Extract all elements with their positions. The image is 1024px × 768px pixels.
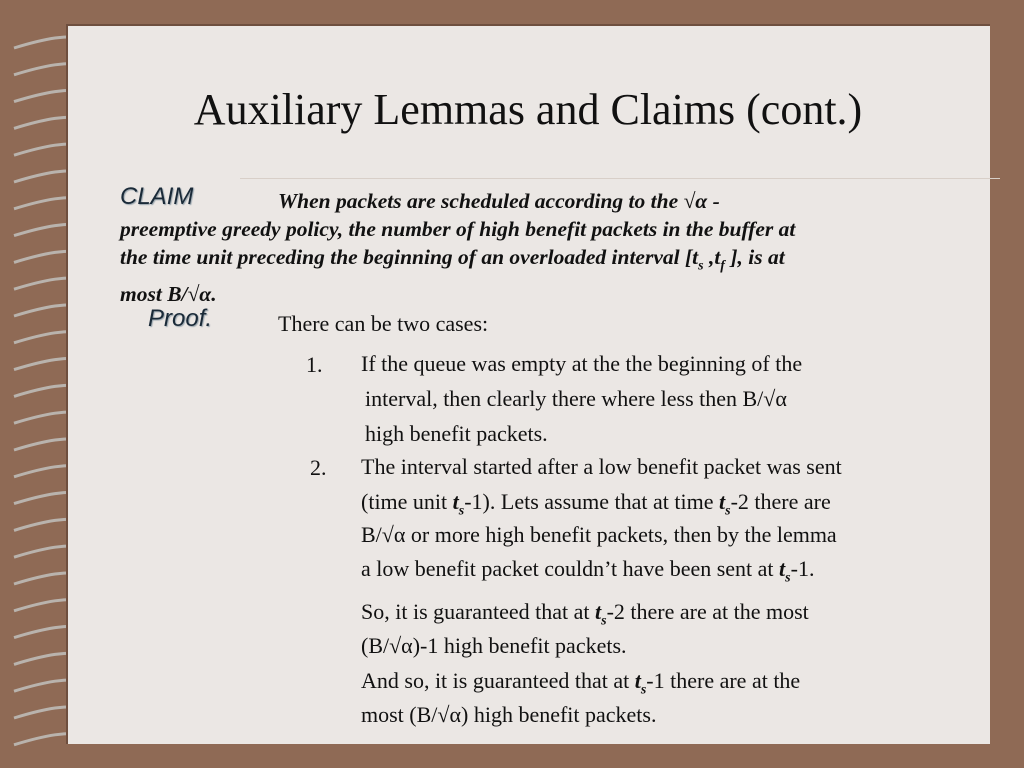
case-2-line-1: The interval started after a low benefit packet was sent <box>361 454 842 479</box>
case-2-line-3: B/√α or more high benefit packets, then by the lemma <box>361 522 837 547</box>
t-var: t <box>634 668 641 693</box>
claim-sub-s: s <box>698 258 704 274</box>
proof-label: Proof. <box>148 305 213 332</box>
s-sub: s <box>458 503 465 519</box>
text: -1 there are at the <box>646 668 801 693</box>
text: -2 there are at the most <box>606 599 809 624</box>
s-sub: s <box>725 503 731 519</box>
t-var: t <box>595 599 602 624</box>
text: So, it is guaranteed that at <box>361 599 595 624</box>
text: a low benefit packet couldn’t have been sent at <box>361 556 780 581</box>
s-sub: s <box>601 613 607 629</box>
case-1-line-3: high benefit packets. <box>365 421 548 446</box>
claim-line-1: When packets are scheduled according to the √α - <box>278 189 720 213</box>
case-2-number: 2. <box>310 455 327 480</box>
slide-title: Auxiliary Lemmas and Claims (cont.) <box>193 85 863 134</box>
divider <box>240 178 1000 179</box>
t-var: t <box>779 556 786 581</box>
conclusion-line-2: (B/√α)-1 high benefit packets. <box>361 633 627 658</box>
case-1-line-1: If the queue was empty at the the beginning of the <box>361 351 803 376</box>
case-2-line-4 <box>361 552 814 594</box>
text: And so, it is guaranteed that at <box>361 668 635 693</box>
claim-line-4: most B/√α. <box>120 282 217 307</box>
claim-line-2: preemptive greedy policy, the number of high benefit packets in the buffer at <box>120 217 796 241</box>
t-var: t <box>719 489 726 514</box>
text: -2 there are <box>730 489 831 514</box>
text: -1. <box>790 556 815 581</box>
t-var: t <box>452 489 459 514</box>
claim-label: CLAIM <box>120 183 194 210</box>
claim-line-3c: ], is at <box>724 245 785 269</box>
case-1-number: 1. <box>306 352 323 377</box>
text: -1). Lets assume that at time <box>464 489 719 514</box>
claim-sub-f: f <box>720 258 725 274</box>
claim-line-3a: the time unit preceding the beginning of an overloaded interval [t <box>120 245 699 269</box>
s-sub: s <box>640 682 647 698</box>
conclusion-line-4: most (B/√α) high benefit packets. <box>361 702 657 727</box>
claim-line-3b: ,t <box>703 245 721 269</box>
claim-text <box>120 187 970 308</box>
text: (time unit <box>361 489 453 514</box>
proof-intro: There can be two cases: <box>278 311 489 336</box>
case-1-line-2: interval, then clearly there where less then B/√α <box>365 386 787 411</box>
s-sub: s <box>785 570 791 586</box>
